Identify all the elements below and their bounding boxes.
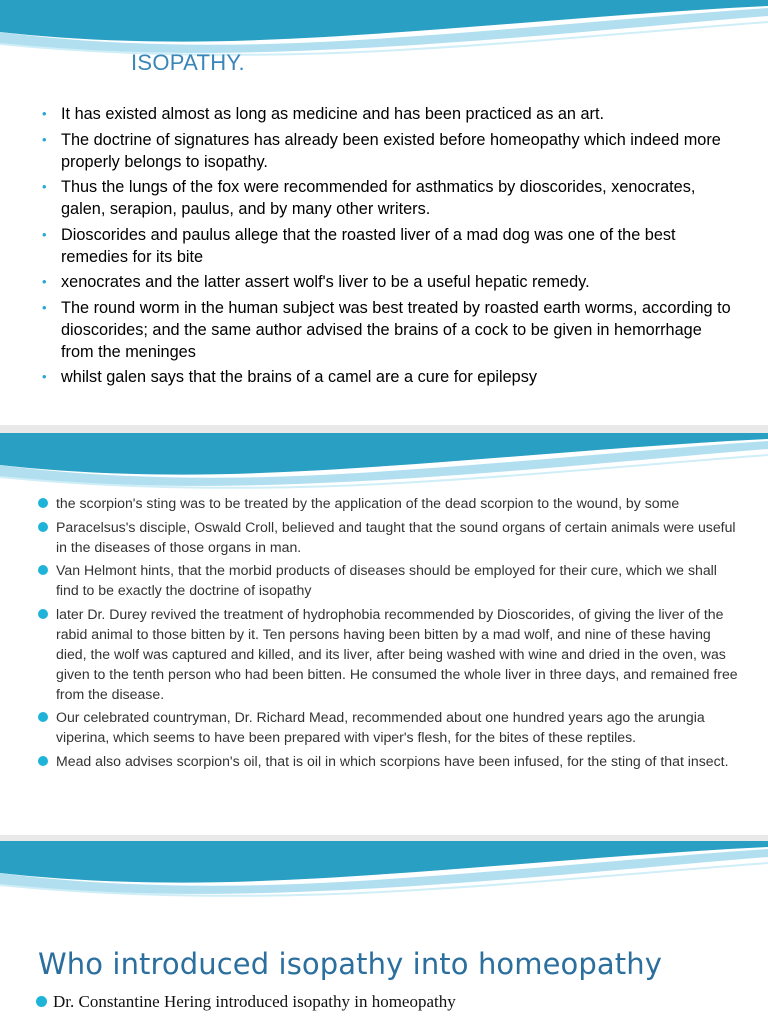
list-item: Paracelsus's disciple, Oswald Croll, believed and taught that the sound organs of certain animals were useful in the diseases of those organs in man. [38, 517, 738, 557]
list-item: Mead also advises scorpion's oil, that is oil in which scorpions have been infused, for the sting of that insect. [38, 751, 738, 771]
bullet-icon: • [42, 106, 47, 121]
list-item: the scorpion's sting was to be treated by the application of the dead scorpion to the wound, by some [38, 493, 738, 513]
bullet-icon [38, 565, 48, 575]
bullet-list [42, 103, 732, 392]
bullet-icon: • [42, 369, 47, 384]
bullet-icon [38, 712, 48, 722]
bullet-icon: • [42, 226, 47, 242]
bullet-icon: • [42, 179, 47, 194]
bullet-icon [38, 756, 48, 766]
list-item: Our celebrated countryman, Dr. Richard Mead, recommended about one hundred years ago the arungia viperina, which seems to have been prepared with viper's flesh, for the bites of these reptiles. [38, 707, 738, 747]
list-item: later Dr. Durey revived the treatment of hydrophobia recommended by Dioscorides, of giving the liver of the rabid animal to those bitten by it. Ten persons having been bitten by a mad wolf, and nine of these having died, the wolf was captured and killed, and its liver, after being washed with wine and dried in the oven, was given to the tenth person who had been bitten. He consumed the whole liver in three days, and remained free from the disease. [38, 604, 738, 704]
bullet-icon [38, 609, 48, 619]
slide-2 [0, 433, 768, 835]
wave-header [0, 0, 768, 60]
bullet-list [36, 991, 756, 1013]
slide-1 [0, 0, 768, 425]
wave-header [0, 433, 768, 493]
list-item: • whilst galen says that the brains of a camel are a cure for epilepsy [42, 368, 538, 386]
bullet-icon: • [42, 299, 47, 315]
bullet-icon [38, 522, 48, 532]
slide-title: Who introduced isopathy into homeopathy [38, 947, 662, 981]
slide-3 [0, 841, 768, 1024]
list-item: • It has existed almost as long as medicine and has been practiced as an art. [42, 105, 605, 123]
list-item: • The doctrine of signatures has already been existed before homeopathy which indeed more properly belongs to isopathy. [42, 130, 721, 171]
bullet-icon [38, 498, 48, 508]
list-item: • Thus the lungs of the fox were recommended for asthmatics by dioscorides, xenocrates, galen, serapion, paulus, and by many other writers. [42, 178, 696, 218]
list-item: Dr. Constantine Hering introduced isopathy in homeopathy [36, 991, 756, 1013]
bullet-icon: • [42, 274, 47, 289]
list-item: • The round worm in the human subject was best treated by roasted earth worms, according to dioscorides; and the same author advised the brains of a cock to be given in hemorrhage from the meninges [42, 298, 731, 361]
slide-title: ISOPATHY. [131, 50, 245, 75]
bullet-icon: • [42, 131, 47, 147]
list-item: Van Helmont hints, that the morbid products of diseases should be employed for their cure, which we shall find to be exactly the doctrine of isopathy [38, 560, 738, 600]
wave-header [0, 841, 768, 901]
list-item: • xenocrates and the latter assert wolf's liver to be a useful hepatic remedy. [42, 273, 590, 291]
bullet-list [38, 493, 738, 774]
bullet-icon [36, 996, 47, 1007]
list-item: • Dioscorides and paulus allege that the roasted liver of a mad dog was one of the best remedies for its bite [42, 225, 676, 266]
